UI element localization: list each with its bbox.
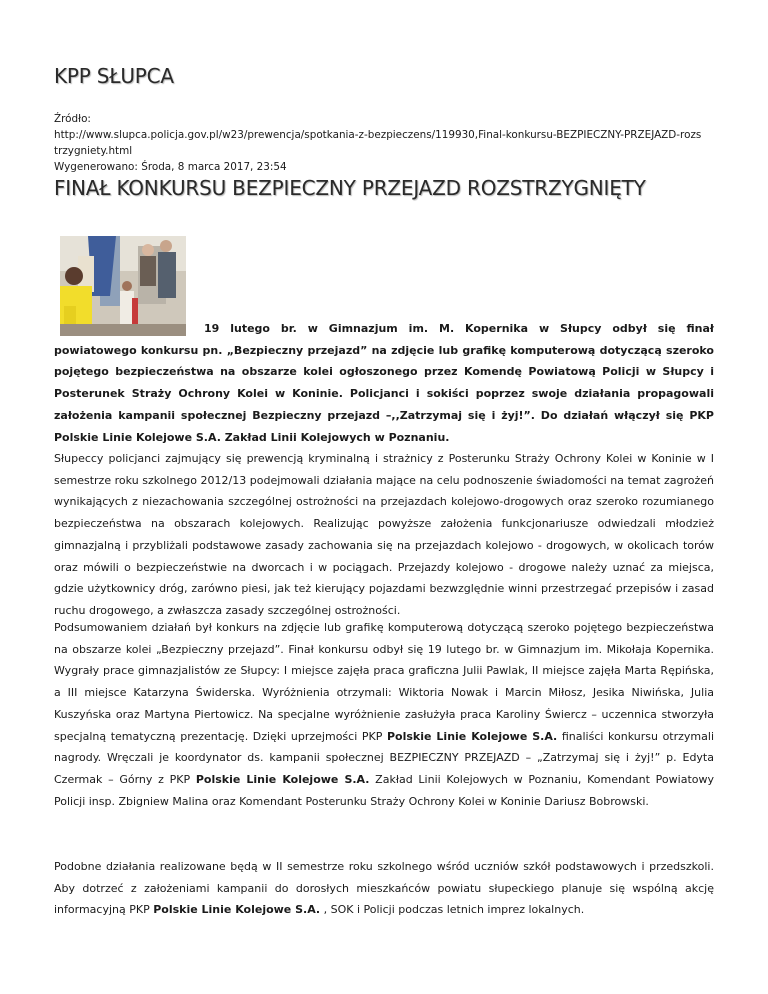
source-url-line-2[interactable]: trzygniety.html bbox=[54, 145, 133, 157]
pkp-plk-name-3: Polskie Linie Kolejowe S.A. bbox=[153, 903, 321, 917]
paragraph-3-text-a: Podobne działania realizowane będą w II semestrze roku szkolnego wśród uczniów szkół podstawowych i przedszkoli. Aby dotrzeć z założeniami kampanii do dorosłych mieszkańców powiatu słupeckiego planuje się wspólną akcję informacyjną PKP bbox=[54, 860, 714, 917]
article-paragraph-3 bbox=[54, 856, 714, 921]
pkp-plk-name-1: Polskie Linie Kolejowe S.A. bbox=[386, 729, 558, 743]
source-meta bbox=[54, 111, 714, 175]
source-url-line-1[interactable]: http://www.slupca.policja.gov.pl/w23/prewencja/spotkania-z-bezpieczens/119930,Final-konkursu-BEZPIECZNY-PRZEJAZD-rozs bbox=[54, 129, 702, 141]
paragraph-2-text-a: Podsumowaniem działań był konkurs na zdjęcie lub grafikę komputerową dotyczącą szeroko pojętego bezpieczeństwa na obszarze kolei „Bezpieczny przejazd”. Finał konkursu odbył się 19 lutego br. w Gimnazjum im. Mikołaja Kopernika. Wygrały prace gimnazjalistów ze Słupcy: I miejsce zajęła praca graficzna Julii Pawlak, II miejsce zajęła Marta Rępińska, a III miejsce Katarzyna Świderska. Wyróżnienia otrzymali: Wiktoria Nowak i Marcin Miłosz, Jesika Niwińska, Julia Kuszyńska oraz Martyna Piertowicz. Na specjalne wyróżnienie zasłużyła praca Karoliny Świercz – uczennica stworzyła specjalną tematyczną prezentację. Dzięki uprzejmości PKP bbox=[54, 621, 714, 743]
article-paragraph-2 bbox=[54, 617, 714, 812]
site-title: KPP SŁUPCA bbox=[54, 64, 174, 88]
article-paragraph-1: Słupeccy policjanci zajmujący się prewencją kryminalną i strażnicy z Posterunku Straży Ochrony Kolei w Koninie w I semestrze roku szkolnego 2012/13 podejmowali działania mające na celu podnoszenie świadomości na temat zagrożeń wynikających z niezachowania szczególnej ostrożności na przejazdach kolejowo-drogowych oraz szeroko rozumianego bezpieczeństwa na obszarach kolejowych. Realizując powyższe założenia funkcjonariusze odwiedzali młodzież gimnazjalną i przybliżali podstawowe zasady zachowania się na przejazdach kolejowo - drogowych, w okolicach torów oraz mówili o bezpieczeństwie na dworcach i w pociągach. Przejazdy kolejowo - drogowe należy uznać za miejsca, gdzie użytkownicy dróg, zarówno piesi, jak też kierujący pojazdami bezwzględnie winni przestrzegać przepisów i zasad ruchu drogowego, a zwłaszcza zasady szczególnej ostrożności. bbox=[54, 452, 714, 617]
article-lead: 19 lutego br. w Gimnazjum im. M. Kopernika w Słupcy odbył się finał powiatowego konkursu pn. „Bezpieczny przejazd” na zdjęcie lub grafikę komputerową dotyczącą szeroko pojętego bezpieczeństwa na obszarze kolei ogłoszonego przez Komendę Powiatową Policji w Słupcy i Posterunek Straży Ochrony Kolei w Koninie. Policjanci i sokiści poprzez swoje działania propagowali założenia kampanii społecznej Bezpieczny przejazd –,,Zatrzymaj się i żyj!”. Do działań włączył się PKP Polskie Linie Kolejowe S.A. Zakład Linii Kolejowych w Poznaniu. bbox=[54, 322, 714, 444]
paragraph-2-text-c: finaliści konkursu otrzymali nagrody. Wręczali je koordynator ds. kampanii społecznej BEZPIECZNY PRZEJAZD – „Zatrzymaj się i żyj!” p. Edyta Czermak – Górny z PKP bbox=[54, 729, 714, 786]
paragraph-3-text-c: , SOK i Policji podczas letnich imprez lokalnych. bbox=[320, 903, 585, 917]
article-title: FINAŁ KONKURSU BEZPIECZNY PRZEJAZD ROZSTRZYGNIĘTY bbox=[54, 176, 646, 200]
source-label: Źródło: bbox=[54, 113, 91, 125]
pkp-plk-name-2: Polskie Linie Kolejowe S.A. bbox=[195, 772, 370, 786]
paragraph-2-text-d: Zakład Linii Kolejowych w Poznaniu, Komendant Powiatowy Policji insp. Zbigniew Malina oraz Komendant Posterunku Straży Ochrony Kolei w Koninie Dariusz Bobrowski. bbox=[54, 772, 714, 808]
generated-date: Wygenerowano: Środa, 8 marca 2017, 23:54 bbox=[54, 161, 287, 173]
